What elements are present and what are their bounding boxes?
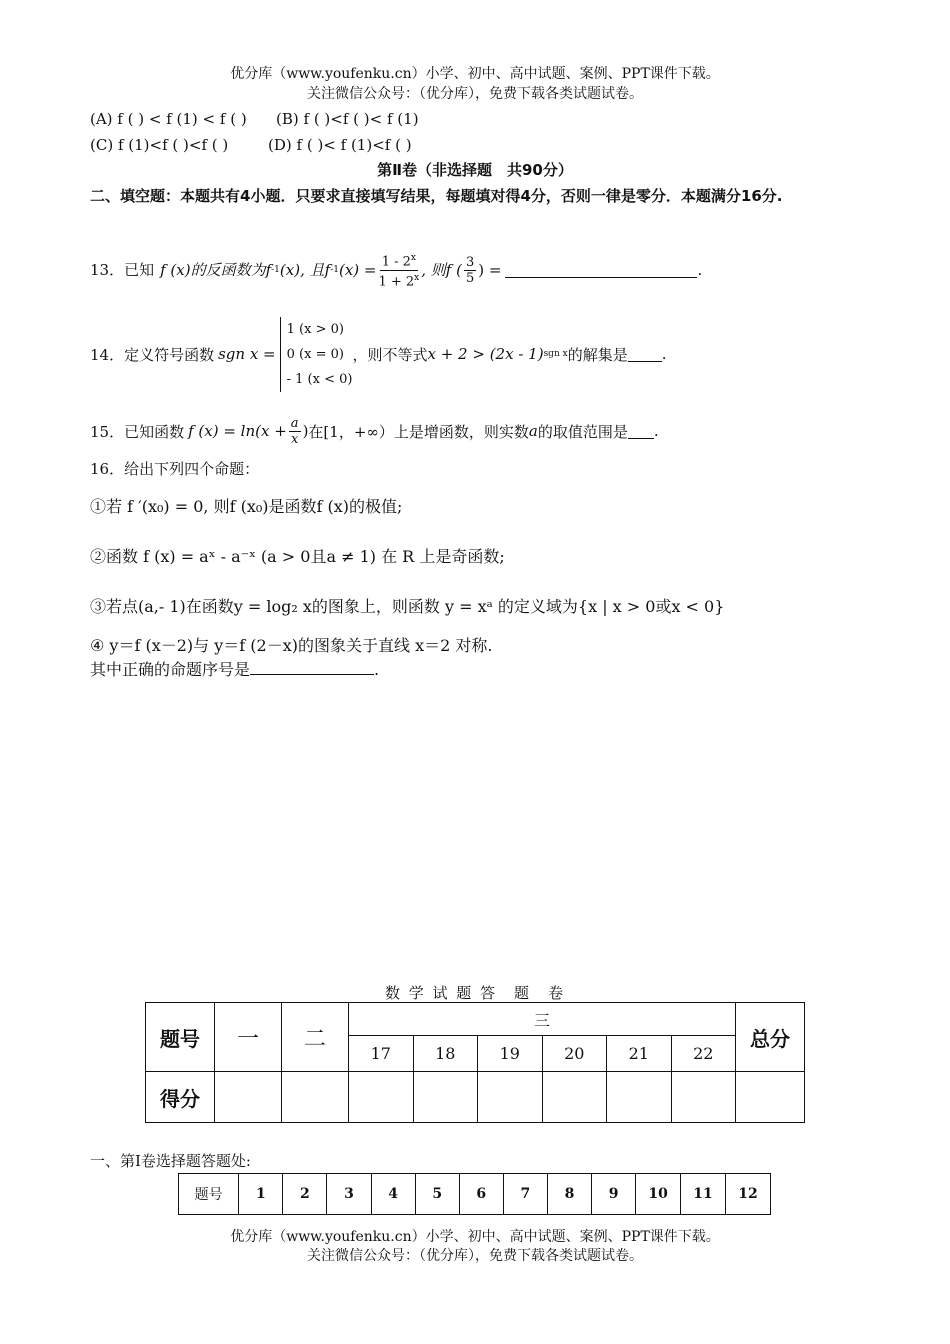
q14-sgn: sgn x =: [218, 345, 276, 363]
q13-text4: , 则f (: [421, 261, 462, 279]
part1-number: 5: [415, 1174, 459, 1215]
part1-number: 6: [459, 1174, 503, 1215]
q15-fraction: [289, 416, 301, 447]
q14-inequality: x + 2 > (2x - 1): [427, 345, 544, 363]
q15-frac-num: a: [290, 415, 299, 431]
q13-den-sup: x: [414, 272, 420, 283]
question-13: [90, 250, 702, 290]
score-cell[interactable]: [542, 1072, 607, 1123]
part1-number: 9: [592, 1174, 636, 1215]
q13-end: .: [697, 261, 703, 279]
q13-prefix: 13．已知: [90, 261, 155, 279]
part1-number: 7: [503, 1174, 547, 1215]
q14-inequality-sup: sgn x: [543, 349, 568, 359]
q13-fraction: [378, 251, 419, 289]
q15-function-close: ): [302, 422, 309, 440]
q14-case2: 0 (x = 0): [286, 346, 344, 362]
q13-text1: f (x)的反函数为f: [160, 261, 272, 279]
score-total: 总分: [736, 1003, 805, 1072]
q14-case3: - 1 (x < 0): [286, 371, 353, 387]
q13-num-sup: x: [410, 253, 416, 264]
q15-text2: 的取值范围是: [537, 422, 628, 441]
answer-sheet-title: 数 学 试 题 答 题 卷: [384, 984, 566, 1002]
q16-answer-blank[interactable]: [250, 660, 374, 675]
choice-b: (B) f ( )<f ( )< f (1): [276, 110, 419, 128]
q16-intro: 16．给出下列四个命题：: [90, 460, 260, 478]
q16-end: .: [374, 660, 380, 679]
score-sub-18: 18: [413, 1036, 478, 1072]
q15-prefix: 15．已知函数: [90, 422, 185, 441]
choice-d: (D) f ( )< f (1)<f ( ): [268, 136, 412, 154]
q14-prefix: 14．定义符号函数: [90, 345, 215, 364]
q15-answer-blank[interactable]: [628, 424, 654, 439]
score-table: [145, 1002, 805, 1123]
header-line-2: 关注微信公众号：（优分库），免费下载各类试题试卷。: [307, 86, 643, 102]
q15-text: 在[1，+∞）上是增函数，则实数: [308, 422, 529, 441]
q14-case1: 1 (x > 0): [286, 321, 344, 337]
q13-sup1: -1: [271, 265, 280, 275]
score-col-2: 二: [282, 1003, 349, 1072]
score-row-label: 题号: [146, 1003, 215, 1072]
footer-line-2: 关注微信公众号：（优分库），免费下载各类试题试卷。: [307, 1248, 643, 1264]
score-cell[interactable]: [282, 1072, 349, 1123]
q15-end: .: [653, 422, 659, 440]
part1-label: 一、第Ⅰ卷选择题答题处:: [90, 1152, 251, 1170]
part1-number: 2: [283, 1174, 327, 1215]
q13-answer-blank[interactable]: [505, 263, 697, 278]
part1-number: 4: [371, 1174, 415, 1215]
score-cell[interactable]: [671, 1072, 736, 1123]
score-cell[interactable]: [349, 1072, 414, 1123]
score-cell[interactable]: [607, 1072, 672, 1123]
score-cell[interactable]: [215, 1072, 282, 1123]
q13-text2: (x), 且f: [279, 261, 331, 279]
q16-proposition-4: ④ y＝f (x－2)与 y＝f (2－x)的图象关于直线 x＝2 对称.: [90, 636, 493, 655]
q16-proposition-1: ①若 f ′(x₀) = 0, 则f (x₀)是函数f (x)的极值;: [90, 497, 403, 516]
choice-c: (C) f (1)<f ( )<f ( ): [90, 136, 229, 154]
q16-conclusion-text: 其中正确的命题序号是: [90, 660, 251, 679]
q16-conclusion: [90, 657, 379, 680]
choice-a: (A) f ( ) < f (1) < f ( ): [90, 110, 247, 128]
part1-number: 11: [681, 1174, 726, 1215]
score-sub-17: 17: [349, 1036, 414, 1072]
score-row2-label: 得分: [146, 1072, 215, 1123]
section-instruction: 二、填空题：本题共有4小题．只要求直接填写结果，每题填对得4分，否则一律是零分．本题满分16分.: [90, 187, 783, 205]
score-sub-19: 19: [478, 1036, 543, 1072]
q13-text5: ) =: [478, 261, 502, 279]
q13-den: 1 + 2: [378, 273, 415, 289]
score-cell[interactable]: [736, 1072, 805, 1123]
q14-text1: ，则不等式: [352, 345, 428, 364]
q13-text3: (x) =: [338, 261, 377, 279]
score-sub-20: 20: [542, 1036, 607, 1072]
q15-frac-den: x: [291, 431, 299, 447]
part1-number: 8: [547, 1174, 591, 1215]
q14-end: .: [661, 345, 667, 363]
part1-number: 1: [239, 1174, 283, 1215]
q14-text2: 的解集是: [567, 345, 628, 364]
section-title: 第Ⅱ卷（非选择题 共90分）: [377, 161, 573, 179]
score-sub-21: 21: [607, 1036, 672, 1072]
q15-function: f (x) = ln(x +: [188, 422, 287, 440]
part1-header: 题号: [179, 1174, 239, 1215]
part1-number: 12: [725, 1174, 770, 1215]
question-14: [90, 314, 666, 394]
footer-line-1: 优分库（www.youfenku.cn）小学、初中、高中试题、案例、PPT课件下载。: [230, 1229, 720, 1245]
header-line-1: 优分库（www.youfenku.cn）小学、初中、高中试题、案例、PPT课件下载。: [230, 66, 720, 82]
part1-number: 10: [636, 1174, 681, 1215]
score-col-3: 三: [349, 1003, 736, 1036]
part1-number: 3: [327, 1174, 371, 1215]
question-15: [90, 410, 659, 452]
score-sub-22: 22: [671, 1036, 736, 1072]
q16-proposition-3: ③若点(a,- 1)在函数y = log₂ x的图象上，则函数 y = xᵃ 的定义域为{x | x > 0或x < 0}: [90, 597, 725, 616]
q13-num: 1 - 2: [381, 254, 411, 270]
part1-answer-table: [178, 1173, 771, 1215]
score-col-1: 一: [215, 1003, 282, 1072]
q13-frac-num: 3: [465, 254, 475, 270]
score-cell[interactable]: [478, 1072, 543, 1123]
q14-answer-blank[interactable]: [628, 347, 662, 362]
q13-frac-den: 5: [465, 270, 475, 286]
q16-proposition-2: ②函数 f (x) = aˣ - a⁻ˣ (a > 0且a ≠ 1) 在 R 上是奇函数;: [90, 547, 505, 566]
q14-cases: [280, 317, 353, 392]
q15-a: a: [528, 422, 538, 440]
score-cell[interactable]: [413, 1072, 478, 1123]
q13-sup2: -1: [330, 265, 339, 275]
q13-fraction-2: [464, 255, 476, 286]
